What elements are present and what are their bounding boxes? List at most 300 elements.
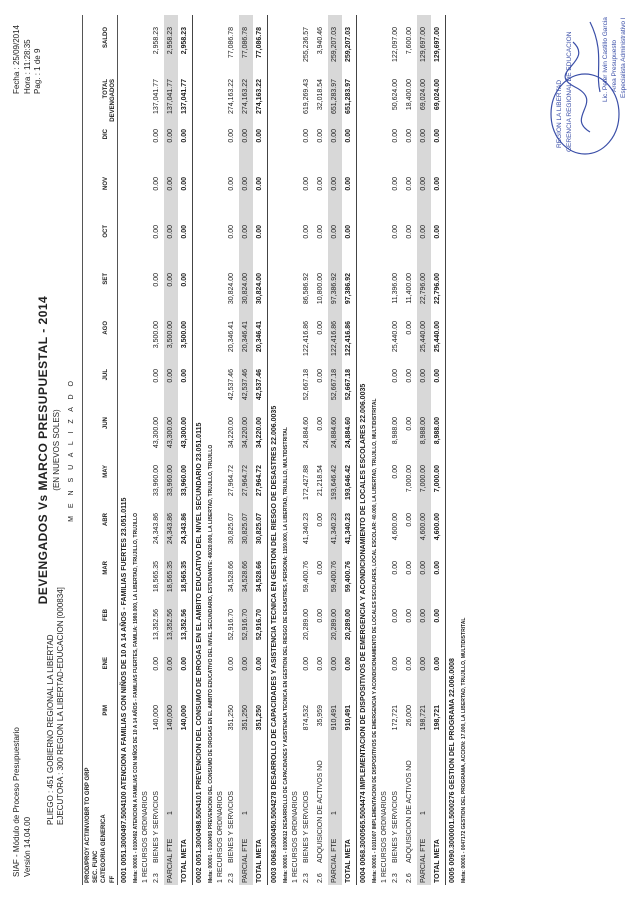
cell-ene: 0.00 — [406, 657, 413, 671]
cell-ago: 3,500.00 — [181, 321, 188, 349]
meta-description — [458, 15, 467, 885]
cell-oct: 0.00 — [303, 225, 310, 239]
cell-ene: 0.00 — [228, 657, 235, 671]
cell-ene: 0.00 — [434, 657, 441, 671]
cell-abr: 41,340.23 — [303, 513, 310, 545]
cell-dic: 0.00 — [434, 129, 441, 143]
system-version: Versión 14.04.00 — [22, 816, 32, 877]
section-heading-label: 0003 0068.3000450.5004278 DESARROLLO DE CAPACIDADES Y ASISTENCIA TECNICA EN GESTION DEL RIESGO DE DESASTRES 22.006.0035 — [271, 405, 278, 883]
funding-category-label: 1 RECURSOS ORDINARIOS — [217, 791, 224, 883]
parcial-fte-row-number: 1 — [242, 811, 249, 815]
cell-total: 137,041.77 — [167, 79, 174, 115]
cell-feb: 20,289.00 — [303, 609, 310, 641]
cell-mar: 0.00 — [406, 561, 413, 575]
meta-description-label: Meta: 00001 - 0047172 GESTION DEL PROGRAMA, ACCION: 17.000, LA LIBERTAD, TRUJILLO, MULTIDISTRITAL — [461, 617, 467, 883]
cell-ago: 20,346.41 — [228, 321, 235, 353]
cell-total: 69,024.00 — [420, 79, 427, 111]
cell-saldo: 2,958.23 — [167, 27, 174, 55]
cell-pim: 910,491 — [331, 705, 338, 731]
col-oct-header: OCT — [103, 225, 109, 238]
cell-mar: 34,528.66 — [256, 561, 263, 593]
cell-total: 274,163.22 — [256, 79, 263, 115]
item-code: 2.6 — [406, 873, 413, 883]
cell-feb: 13,352.56 — [167, 609, 174, 641]
table-row — [150, 15, 164, 885]
cell-oct: 0.00 — [420, 225, 427, 239]
report-body — [118, 15, 467, 885]
cell-dic: 0.00 — [153, 129, 160, 143]
cell-abr: 4,600.00 — [434, 513, 441, 541]
cell-ago: 0.00 — [406, 321, 413, 335]
total-meta-row — [253, 15, 268, 885]
cell-jun: 43,300.00 — [153, 417, 160, 449]
section-heading-label: 0002 0051.3000498.5004101 PREVENCION DEL CONSUMO DE DROGAS EN EL AMBITO EDUCATIVO DEL NIVEL SECUNDARIO 23.051.0115 — [196, 422, 203, 883]
cell-dic: 0.00 — [345, 129, 352, 143]
cell-dic: 0.00 — [242, 129, 249, 143]
pliego: PLIEGO : 451 GOBIERNO REGIONAL LA LIBERTAD — [46, 634, 55, 825]
cell-set: 30,824.00 — [228, 273, 235, 305]
cell-saldo: 259,207.03 — [331, 27, 338, 63]
table-row — [300, 15, 314, 885]
cell-ago: 0.00 — [317, 321, 324, 335]
time-value: 11:28:35 — [22, 39, 32, 70]
cell-dic: 0.00 — [420, 129, 427, 143]
left-head-line: CATEGORIA GENERICA — [101, 814, 108, 883]
cell-nov: 0.00 — [345, 177, 352, 191]
signature-stamp — [545, 12, 630, 162]
cell-saldo: 2,958.23 — [153, 27, 160, 55]
funding-category — [289, 15, 300, 885]
cell-jul: 0.00 — [434, 369, 441, 383]
cell-ago: 25,440.00 — [434, 321, 441, 353]
cell-may: 172,427.88 — [303, 465, 310, 501]
table-row — [225, 15, 239, 885]
cell-set: 11,400.00 — [406, 273, 413, 304]
cell-mar: 18,565.35 — [153, 561, 160, 593]
cell-abr: 24,343.86 — [153, 513, 160, 545]
page-label: Pag. : — [33, 73, 43, 94]
section-heading — [268, 15, 280, 885]
report-time — [23, 25, 33, 94]
page-value: 1 de 9 — [33, 48, 43, 71]
cell-saldo: 77,086.78 — [256, 27, 263, 59]
cell-feb: 52,916.70 — [256, 609, 263, 641]
cell-ago: 3,500.00 — [153, 321, 160, 349]
cell-mar: 0.00 — [392, 561, 399, 575]
cell-mar: 0.00 — [434, 561, 441, 575]
cell-jul: 0.00 — [406, 369, 413, 383]
cell-pim: 351,250 — [228, 705, 235, 731]
parcial-fte-row-label: PARCIAL FTE — [331, 838, 338, 883]
cell-may: 27,964.72 — [228, 465, 235, 497]
cell-jun: 24,884.60 — [303, 417, 310, 449]
meta-description-label: Meta: 00001 - 0100493 PREVENCION DEL CONSUMO DE DROGAS EN EL AMBITO EDUCATIVO DEL NIVEL SECUNDARIO, ESTUDIANTE: 48020.000, LA LIBERTAD, TRUJILLO, TRUJILLO — [208, 444, 214, 883]
cell-total: 32,018.54 — [317, 79, 324, 111]
cell-saldo: 2,958.23 — [181, 27, 188, 55]
cell-ene: 0.00 — [392, 657, 399, 671]
left-head-line: FF — [109, 875, 116, 883]
cell-feb: 0.00 — [434, 609, 441, 623]
cell-ene: 0.00 — [420, 657, 427, 671]
col-may-header: MAY — [103, 465, 109, 478]
cell-saldo: 7,600.00 — [406, 27, 413, 55]
cell-jul: 0.00 — [392, 369, 399, 383]
cell-nov: 0.00 — [256, 177, 263, 191]
section-heading — [193, 15, 205, 885]
item-name: ADQUISICION DE ACTIVOS NO — [406, 760, 413, 863]
funding-category — [139, 15, 150, 885]
cell-pim: 874,532 — [303, 705, 310, 731]
cell-feb: 0.00 — [406, 609, 413, 623]
cell-saldo: 129,697.00 — [420, 27, 427, 63]
parcial-fte-row — [239, 15, 253, 885]
item-code: 2.3 — [153, 873, 160, 883]
cell-mar: 59,400.76 — [331, 561, 338, 593]
cell-nov: 0.00 — [181, 177, 188, 191]
cell-pim: 198,721 — [420, 705, 427, 731]
cell-ago: 122,416.86 — [303, 321, 310, 357]
total-meta-row-label: TOTAL META — [345, 839, 352, 883]
cell-jul: 0.00 — [167, 369, 174, 383]
cell-jun: 8,988.00 — [392, 417, 399, 445]
cell-abr: 41,340.23 — [345, 513, 352, 545]
cell-pim: 140,000 — [153, 705, 160, 731]
report-subtitle: (EN NUEVOS SOLES) — [52, 409, 61, 491]
cell-may: 7,000.00 — [434, 465, 441, 493]
cell-jun: 34,220.00 — [228, 417, 235, 449]
cell-jul: 42,537.46 — [228, 369, 235, 401]
cell-may: 33,960.00 — [153, 465, 160, 497]
section-heading-label: 0004 0068.3000565.5004474 IMPLEMENTACION DE DISPOSITIVOS DE EMERGENCIA Y ACONDICIONAMIENTO DE LOCALES ESCOLARES 22.006.0035 — [360, 383, 367, 883]
meta-description — [130, 15, 139, 885]
cell-jul: 52,667.18 — [303, 369, 310, 401]
cell-jul: 42,537.46 — [256, 369, 263, 401]
cell-ago: 20,346.41 — [256, 321, 263, 353]
cell-ago: 122,416.86 — [331, 321, 338, 357]
col-ene-header: ENE — [103, 657, 109, 670]
item-code: 2.3 — [228, 873, 235, 883]
cell-may: 0.00 — [392, 465, 399, 479]
item-name: BIENES Y SERVICIOS — [153, 791, 160, 863]
cell-oct: 0.00 — [181, 225, 188, 239]
cell-pim: 351,250 — [256, 705, 263, 731]
cell-pim: 140,000 — [181, 705, 188, 731]
cell-nov: 0.00 — [317, 177, 324, 191]
cell-may: 27,964.72 — [242, 465, 249, 497]
section-heading — [357, 15, 369, 885]
cell-set: 22,796.00 — [434, 273, 441, 305]
cell-saldo: 129,697.00 — [434, 27, 441, 63]
cell-may: 27,964.72 — [256, 465, 263, 497]
col-abr-header: ABR — [103, 513, 109, 526]
cell-pim: 172,721 — [392, 705, 399, 731]
funding-category-label: 1 RECURSOS ORDINARIOS — [381, 791, 388, 883]
cell-saldo: 3,940.46 — [317, 27, 324, 55]
cell-saldo: 255,236.57 — [303, 27, 310, 63]
parcial-fte-row-label: PARCIAL FTE — [242, 838, 249, 883]
cell-set: 11,396.00 — [392, 273, 399, 304]
col-ago-header: AGO — [103, 321, 109, 335]
cell-nov: 0.00 — [167, 177, 174, 191]
cell-mar: 34,528.66 — [228, 561, 235, 593]
cell-oct: 0.00 — [331, 225, 338, 239]
cell-ago: 25,440.00 — [420, 321, 427, 353]
cell-ene: 0.00 — [181, 657, 188, 671]
cell-dic: 0.00 — [303, 129, 310, 143]
cell-set: 0.00 — [153, 273, 160, 287]
cell-set: 10,800.00 — [317, 273, 324, 305]
cell-may: 193,646.42 — [331, 465, 338, 501]
cell-ene: 0.00 — [317, 657, 324, 671]
col-pim-header: PIM — [103, 705, 109, 716]
col-jul-header: JUL — [103, 369, 109, 381]
cell-jul: 0.00 — [153, 369, 160, 383]
stamp-line: Area Presupuesto — [611, 39, 618, 92]
cell-dic: 0.00 — [331, 129, 338, 143]
cell-jun: 34,220.00 — [256, 417, 263, 449]
cell-saldo: 122,097.00 — [392, 27, 399, 63]
left-head — [85, 768, 118, 883]
ejecutora: EJECUTORA : 300 REGION LA LIBERTAD-EDUCACION [000834] — [55, 587, 65, 825]
cell-abr: 24,343.86 — [167, 513, 174, 545]
cell-abr: 4,600.00 — [420, 513, 427, 541]
funding-category-label: 1 RECURSOS ORDINARIOS — [292, 791, 299, 883]
col-saldo-header: SALDO — [103, 27, 109, 48]
cell-set: 30,824.00 — [242, 273, 249, 305]
total-meta-row-label: TOTAL META — [181, 839, 188, 883]
section-heading — [118, 15, 130, 885]
parcial-fte-row-number: 1 — [420, 811, 427, 815]
cell-pim: 35,959 — [317, 705, 324, 727]
cell-nov: 0.00 — [153, 177, 160, 191]
cell-total: 137,041.77 — [153, 79, 160, 115]
cell-dic: 0.00 — [256, 129, 263, 143]
cell-mar: 18,565.35 — [181, 561, 188, 593]
cell-jul: 0.00 — [420, 369, 427, 383]
total-meta-row — [178, 15, 193, 885]
cell-total: 137,041.77 — [181, 79, 188, 115]
left-head-line: SEC. FUNC — [93, 850, 100, 883]
col-nov-header: NOV — [103, 177, 109, 191]
col-mar-header: MAR — [103, 561, 109, 575]
system-name: SIAF - Módulo de Proceso Presupuestario — [12, 727, 21, 877]
cell-mar: 18,565.35 — [167, 561, 174, 593]
item-name: BIENES Y SERVICIOS — [303, 791, 310, 863]
meta-description — [280, 15, 289, 885]
cell-total: 50,624.00 — [392, 79, 399, 111]
cell-abr: 0.00 — [317, 513, 324, 527]
cell-set: 86,586.92 — [303, 273, 310, 305]
date-value: 25/09/2014 — [12, 25, 21, 66]
total-meta-row-label: TOTAL META — [256, 839, 263, 883]
cell-may: 33,960.00 — [167, 465, 174, 497]
cell-set: 30,824.00 — [256, 273, 263, 305]
cell-oct: 0.00 — [434, 225, 441, 239]
col-total-header: TOTAL DEVENGADOS — [103, 79, 117, 122]
parcial-fte-row-label: PARCIAL FTE — [420, 838, 427, 883]
cell-feb: 0.00 — [420, 609, 427, 623]
cell-total: 651,283.97 — [331, 79, 338, 115]
cell-abr: 0.00 — [406, 513, 413, 527]
cell-may: 193,646.42 — [345, 465, 352, 501]
cell-ago: 20,346.41 — [242, 321, 249, 353]
parcial-fte-row-number: 1 — [167, 811, 174, 815]
col-jun-header: JUN — [103, 417, 109, 430]
section-heading-label: 0005 0090.3000001.5000276 GESTION DEL PROGRAMA 22.006.0008 — [449, 658, 456, 883]
cell-may: 7,000.00 — [420, 465, 427, 493]
cell-feb: 13,352.56 — [153, 609, 160, 641]
cell-jun: 24,884.60 — [345, 417, 352, 449]
cell-set: 0.00 — [167, 273, 174, 287]
cell-jun: 43,300.00 — [167, 417, 174, 449]
cell-abr: 24,343.86 — [181, 513, 188, 545]
cell-total: 619,269.43 — [303, 79, 310, 115]
meta-description — [205, 15, 214, 885]
cell-total: 69,024.00 — [434, 79, 441, 111]
total-meta-row — [431, 15, 446, 885]
cell-pim: 198,721 — [434, 705, 441, 731]
cell-dic: 0.00 — [181, 129, 188, 143]
cell-nov: 0.00 — [420, 177, 427, 191]
report-title: DEVENGADOS Vs MARCO PRESUPUESTAL - 2014 — [36, 295, 50, 605]
cell-nov: 0.00 — [406, 177, 413, 191]
report-header — [8, 15, 78, 885]
stamp-line: REGION LA LIBERTAD — [556, 79, 563, 148]
cell-jul: 52,667.18 — [345, 369, 352, 401]
item-name: ADQUISICION DE ACTIVOS NO — [317, 760, 324, 863]
meta-description — [369, 15, 378, 885]
section-heading — [446, 15, 458, 885]
cell-total: 651,283.97 — [345, 79, 352, 115]
cell-feb: 13,352.56 — [181, 609, 188, 641]
cell-oct: 0.00 — [406, 225, 413, 239]
parcial-fte-row-label: PARCIAL FTE — [167, 838, 174, 883]
total-meta-row — [342, 15, 357, 885]
item-name: BIENES Y SERVICIOS — [228, 791, 235, 863]
stamp-line: Especialista Administrativo I — [620, 17, 627, 98]
cell-nov: 0.00 — [392, 177, 399, 191]
cell-oct: 0.00 — [242, 225, 249, 239]
cell-mar: 59,400.76 — [345, 561, 352, 593]
system-info — [12, 727, 33, 877]
cell-abr: 30,825.07 — [256, 513, 263, 545]
cell-jun: 34,220.00 — [242, 417, 249, 449]
cell-set: 97,386.92 — [331, 273, 338, 305]
cell-oct: 0.00 — [228, 225, 235, 239]
cell-pim: 351,250 — [242, 705, 249, 731]
cell-pim: 910,491 — [345, 705, 352, 731]
cell-dic: 0.00 — [317, 129, 324, 143]
cell-pim: 26,000 — [406, 705, 413, 727]
total-meta-row-label: TOTAL META — [434, 839, 441, 883]
stamp-line: GERENCIA REGIONAL DE EDUCACION — [566, 31, 573, 152]
cell-jun: 43,300.00 — [181, 417, 188, 449]
cell-set: 97,386.92 — [345, 273, 352, 305]
cell-may: 33,960.00 — [181, 465, 188, 497]
cell-abr: 4,600.00 — [392, 513, 399, 541]
cell-mar: 0.00 — [420, 561, 427, 575]
item-code: 2.3 — [303, 873, 310, 883]
report-date — [12, 25, 22, 94]
cell-pim: 140,000 — [167, 705, 174, 731]
report-mode: M E N S U A L I Z A D O — [68, 378, 75, 522]
cell-oct: 0.00 — [317, 225, 324, 239]
cell-ago: 3,500.00 — [167, 321, 174, 349]
meta-description-label: Meta: 00001 - 0101007 IMPLEMENTACION DE DISPOSITIVOS DE EMERGENCIA Y ACONDICIONAMIENTO DE LOCALES ESCOLARES, LOCAL ESCOLAR: 40.000, LA LIBERTAD, TRUJILLO, MULTIDISTRITAL — [372, 398, 378, 883]
cell-total: 274,163.22 — [242, 79, 249, 115]
cell-oct: 0.00 — [167, 225, 174, 239]
cell-abr: 41,340.23 — [331, 513, 338, 545]
cell-feb: 52,916.70 — [242, 609, 249, 641]
cell-ene: 0.00 — [331, 657, 338, 671]
cell-saldo: 77,086.78 — [228, 27, 235, 59]
cell-nov: 0.00 — [331, 177, 338, 191]
col-set-header: SET — [103, 273, 109, 285]
cell-dic: 0.00 — [167, 129, 174, 143]
cell-may: 21,218.54 — [317, 465, 324, 497]
cell-dic: 0.00 — [406, 129, 413, 143]
cell-ene: 0.00 — [256, 657, 263, 671]
cell-nov: 0.00 — [303, 177, 310, 191]
cell-feb: 0.00 — [392, 609, 399, 623]
date-label: Fecha : — [12, 67, 21, 94]
cell-jul: 0.00 — [181, 369, 188, 383]
cell-jun: 0.00 — [317, 417, 324, 431]
cell-jul: 52,667.18 — [331, 369, 338, 401]
time-label: Hora : — [22, 72, 32, 94]
cell-oct: 0.00 — [153, 225, 160, 239]
table-row — [403, 15, 417, 885]
cell-oct: 0.00 — [345, 225, 352, 239]
cell-ago: 122,416.86 — [345, 321, 352, 357]
cell-saldo: 259,207.03 — [345, 27, 352, 63]
cell-set: 22,796.00 — [420, 273, 427, 305]
cell-ene: 0.00 — [303, 657, 310, 671]
cell-mar: 0.00 — [317, 561, 324, 575]
cell-jun: 24,884.60 — [331, 417, 338, 449]
cell-dic: 0.00 — [392, 129, 399, 143]
parcial-fte-row — [417, 15, 431, 885]
meta-description-label: Meta: 00001 - 0100492 ATENCION A FAMILIAS CON NIÑOS DE 10 A 14 AÑOS - FAMILIAS FUERTES, FAMILIA: 1980.000, LA LIBERTAD, TRUJILLO, TRUJILLO — [133, 513, 139, 883]
cell-abr: 30,825.07 — [242, 513, 249, 545]
cell-jun: 0.00 — [406, 417, 413, 431]
cell-ene: 0.00 — [242, 657, 249, 671]
cell-nov: 0.00 — [434, 177, 441, 191]
section-heading-label: 0001 0051.3000497.5004100 ATENCION A FAMILIAS CON NIÑOS DE 10 A 14 AÑOS - FAMILIAS FUERTES 23.051.0115 — [121, 497, 128, 883]
cell-ene: 0.00 — [345, 657, 352, 671]
funding-category-label: 1 RECURSOS ORDINARIOS — [142, 791, 149, 883]
cell-dic: 0.00 — [228, 129, 235, 143]
cell-total: 274,163.22 — [228, 79, 235, 115]
col-dic-header: DIC — [103, 129, 109, 140]
cell-mar: 34,528.66 — [242, 561, 249, 593]
cell-oct: 0.00 — [392, 225, 399, 239]
item-name: BIENES Y SERVICIOS — [392, 791, 399, 863]
parcial-fte-row — [328, 15, 342, 885]
funding-category — [378, 15, 389, 885]
cell-feb: 0.00 — [317, 609, 324, 623]
cell-total: 18,400.00 — [406, 79, 413, 111]
col-feb-header: FEB — [103, 609, 109, 621]
stamp-line: Lic. Peter Iwin Castillo Garcia — [602, 17, 609, 102]
cell-feb: 52,916.70 — [228, 609, 235, 641]
cell-nov: 0.00 — [228, 177, 235, 191]
cell-oct: 0.00 — [256, 225, 263, 239]
parcial-fte-row — [164, 15, 178, 885]
table-row — [314, 15, 328, 885]
item-code: 2.6 — [317, 873, 324, 883]
cell-mar: 59,400.76 — [303, 561, 310, 593]
